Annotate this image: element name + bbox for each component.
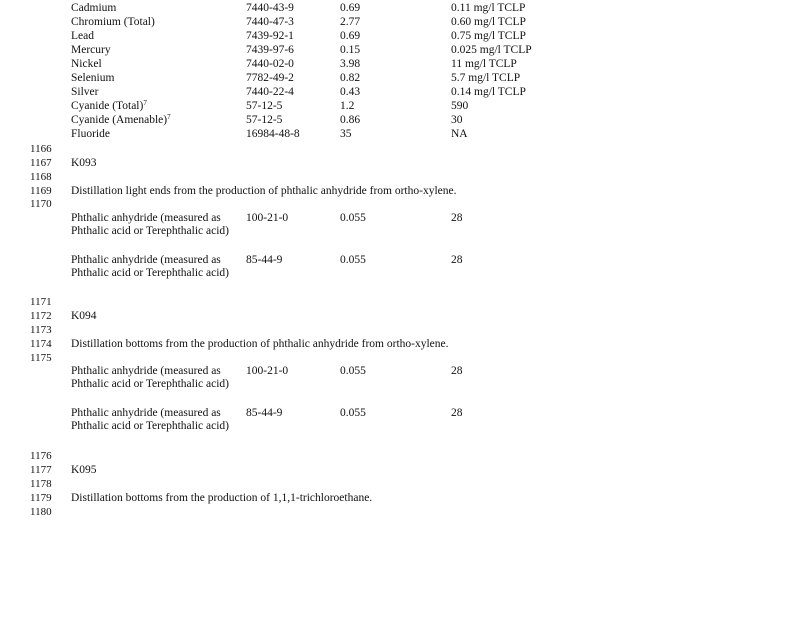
constituent-name: Fluoride — [71, 128, 110, 140]
standard-value: 28 — [451, 407, 463, 419]
standard-value: 28 — [451, 365, 463, 377]
concentration-value: 0.43 — [340, 86, 361, 98]
concentration-value: 2.77 — [340, 16, 361, 28]
constituent-name: Phthalic anhydride (measured as Phthalic acid or Terephthalic acid) — [71, 407, 230, 432]
cas-number: 85-44-9 — [246, 407, 283, 419]
line-number: 1173 — [30, 324, 52, 336]
constituent-name: Phthalic anhydride (measured as Phthalic acid or Terephthalic acid) — [71, 254, 230, 279]
concentration-value: 0.055 — [340, 365, 366, 377]
concentration-value: 0.69 — [340, 2, 361, 14]
footnote-marker: 7 — [167, 113, 171, 121]
standard-value: NA — [451, 128, 468, 140]
line-number: 1167 — [30, 157, 52, 169]
constituent-name: Mercury — [71, 44, 111, 56]
constituent-name: Silver — [71, 86, 99, 98]
line-number: 1179 — [30, 492, 52, 504]
standard-value: 0.025 mg/l TCLP — [451, 44, 532, 56]
line-number: 1177 — [30, 464, 52, 476]
standard-value: 0.75 mg/l TCLP — [451, 30, 526, 42]
cas-number: 7440-22-4 — [246, 86, 294, 98]
waste-code: K093 — [71, 157, 97, 169]
constituent-name: Cadmium — [71, 2, 117, 14]
cas-number: 7439-92-1 — [246, 30, 294, 42]
constituent-name: Nickel — [71, 58, 102, 70]
cas-number: 7440-02-0 — [246, 58, 294, 70]
constituent-name-text: Cyanide (Total) — [71, 100, 144, 112]
cas-number: 7782-49-2 — [246, 72, 294, 84]
constituent-name: Phthalic anhydride (measured as Phthalic acid or Terephthalic acid) — [71, 212, 230, 237]
standard-value: 590 — [451, 100, 469, 112]
waste-description: Distillation bottoms from the production of phthalic anhydride from ortho-xylene. — [71, 338, 449, 350]
line-number: 1170 — [30, 198, 52, 210]
line-number: 1175 — [30, 352, 52, 364]
standard-value: 30 — [451, 114, 463, 126]
line-number: 1178 — [30, 478, 52, 490]
concentration-value: 0.86 — [340, 114, 361, 126]
waste-code: K095 — [71, 464, 97, 476]
constituent-name: Chromium (Total) — [71, 16, 155, 28]
standard-value: 5.7 mg/l TCLP — [451, 72, 521, 84]
line-number: 1176 — [30, 450, 52, 462]
line-number: 1171 — [30, 296, 52, 308]
concentration-value: 0.055 — [340, 254, 366, 266]
standard-value: 28 — [451, 212, 463, 224]
constituent-name: Selenium — [71, 72, 115, 84]
footnote-marker: 7 — [143, 99, 147, 107]
waste-code: K094 — [71, 310, 97, 322]
line-number: 1166 — [30, 143, 52, 155]
line-number: 1168 — [30, 171, 52, 183]
waste-description: Distillation light ends from the production of phthalic anhydride from ortho-xylene. — [71, 185, 457, 197]
standard-value: 11 mg/l TCLP — [451, 58, 517, 70]
standard-value: 0.11 mg/l TCLP — [451, 2, 526, 14]
cas-number: 7440-47-3 — [246, 16, 294, 28]
concentration-value: 0.69 — [340, 30, 361, 42]
standard-value: 0.60 mg/l TCLP — [451, 16, 526, 28]
cas-number: 57-12-5 — [246, 114, 283, 126]
concentration-value: 1.2 — [340, 100, 355, 112]
waste-description: Distillation bottoms from the production of 1,1,1-trichloroethane. — [71, 492, 373, 504]
cas-number: 57-12-5 — [246, 100, 283, 112]
cas-number: 100-21-0 — [246, 212, 289, 224]
constituent-name: Phthalic anhydride (measured as Phthalic acid or Terephthalic acid) — [71, 365, 230, 390]
standard-value: 0.14 mg/l TCLP — [451, 86, 526, 98]
constituent-name — [71, 114, 171, 127]
cas-number: 16984-48-8 — [246, 128, 300, 140]
constituent-name-text: Cyanide (Amenable) — [71, 114, 168, 126]
line-number: 1180 — [30, 506, 52, 518]
constituent-name: Lead — [71, 30, 94, 42]
constituent-name — [71, 100, 147, 113]
concentration-value: 0.055 — [340, 212, 366, 224]
cas-number: 85-44-9 — [246, 254, 283, 266]
concentration-value: 0.055 — [340, 407, 366, 419]
line-number: 1172 — [30, 310, 52, 322]
standard-value: 28 — [451, 254, 463, 266]
line-number: 1174 — [30, 338, 52, 350]
concentration-value: 3.98 — [340, 58, 361, 70]
line-number: 1169 — [30, 185, 52, 197]
concentration-value: 35 — [340, 128, 352, 140]
concentration-value: 0.15 — [340, 44, 361, 56]
concentration-value: 0.82 — [340, 72, 361, 84]
cas-number: 7439-97-6 — [246, 44, 294, 56]
cas-number: 100-21-0 — [246, 365, 289, 377]
cas-number: 7440-43-9 — [246, 2, 294, 14]
